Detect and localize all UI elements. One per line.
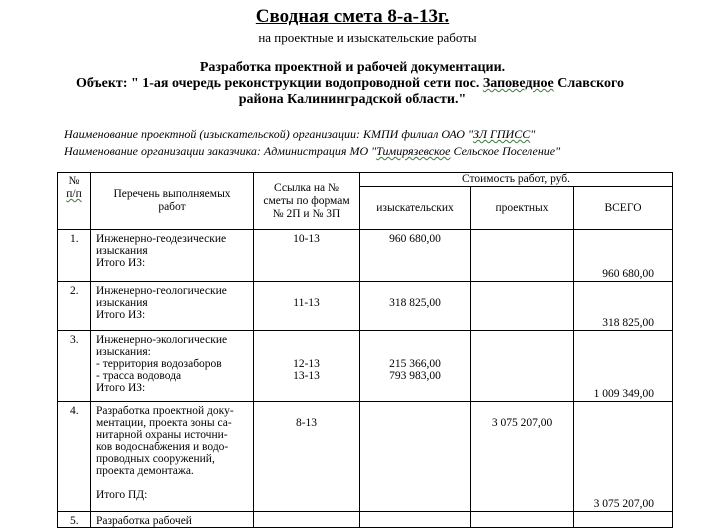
row-work-name-line: Итого ПД: [96,489,148,501]
estimate-table [57,172,673,528]
desc-line-3: района Калининградской области." [238,92,467,107]
customer-org-end: Сельское Поселение" [450,144,561,158]
row-work-name-line: изыскания [96,297,148,309]
row-work-name-line: Разработка рабочей [96,515,192,527]
row-number [58,512,91,528]
table-row [58,282,673,331]
row-work-name-line: Разработка проектной доку- [96,405,234,417]
row-number-line: 3. [70,334,79,346]
row-work-name-line: изыскания: [96,346,151,358]
row-estimate-ref-line [254,334,359,346]
row-work-name [91,512,254,528]
row-work-name-line: проекта демонтажа. [96,465,194,477]
row-work-name [91,282,254,331]
row-estimate-ref-line [254,405,359,417]
row-number-line: 4. [70,405,79,417]
row-number [58,230,91,282]
row-survey-cost [360,282,471,331]
row-estimate-ref-line: 12-13 [293,358,320,370]
row-work-name [91,331,254,402]
row-design-cost [471,512,574,528]
row-survey-cost-line: 960 680,00 [389,233,441,245]
desc-place-name: Заповедное [482,76,554,91]
designer-org-start: Наименование проектной (изыскательской) организации: КМПИ филиал ОАО " [64,127,473,141]
desc-line-2-end: Славского [553,76,625,91]
row-estimate-ref-line: 8-13 [295,417,318,429]
table-row [58,331,673,402]
row-total-cost [574,331,673,402]
row-total-cost-line: 960 680,00 [602,268,654,280]
page-title: Сводная смета 8-а-13г. [255,6,450,27]
row-work-name-line: - трасса водовода [96,370,182,382]
row-work-name-line: Инженерно-экологические [96,334,228,346]
row-estimate-ref [254,512,360,528]
designer-org-abbr: ЗЛ ГПИСС [472,127,531,141]
customer-org [64,144,560,159]
row-survey-cost-line: 793 983,00 [389,370,441,382]
estimate-rows [58,230,673,528]
row-work-name [91,230,254,282]
row-estimate-ref [254,402,360,512]
row-estimate-ref-line: 11-13 [293,297,320,309]
row-estimate-ref-line: 10-13 [293,233,320,245]
row-work-name-line: Инженерно-геологические [96,285,227,297]
row-work-name-line: Итого ИЗ: [96,309,146,321]
row-estimate-ref-line: 13-13 [293,370,320,382]
row-survey-cost [360,402,471,512]
row-estimate-ref [254,331,360,402]
row-total-cost [574,230,673,282]
table-row [58,230,673,282]
designer-org-end: " [530,127,536,141]
header-num [58,173,91,230]
row-work-name-line: изыскания [96,245,148,257]
row-survey-cost-line [360,285,470,297]
row-survey-cost [360,331,471,402]
row-work-name-line: нитарной охраны источни- [96,429,228,441]
row-number-line: 2. [70,285,79,297]
row-design-cost-line [471,405,573,417]
table-row [58,512,673,528]
row-survey-cost-line: 318 825,00 [389,297,441,309]
row-total-cost [574,512,673,528]
row-estimate-ref-line [254,346,359,358]
header-survey: изыскательских [360,187,471,230]
row-design-cost-line: 3 075 207,00 [491,417,553,429]
customer-org-start: Наименование организации заказчика: Администрация МО " [64,144,377,158]
row-estimate-ref [254,230,360,282]
row-work-name [91,402,254,512]
header-num-pp: п/п [66,188,82,200]
page-subtitle: на проектные и изыскательские работы [258,30,477,45]
row-work-name-line: ков водоснабжения и водо- [96,441,229,453]
header-estimate-ref: Ссылка на № сметы по формам № 2П и № 3П [254,173,360,230]
row-survey-cost-line: 215 366,00 [389,358,441,370]
header-work-list: Перечень выполняемых работ [91,173,254,230]
row-work-name-line [96,477,253,489]
row-work-name-line: Итого ИЗ: [96,257,146,269]
row-design-cost [471,331,574,402]
row-number [58,282,91,331]
row-estimate-ref [254,282,360,331]
project-description [0,60,705,108]
row-number [58,331,91,402]
row-estimate-ref-line [254,285,359,297]
desc-line-1: Разработка проектной и рабочей документации. [199,60,506,75]
row-survey-cost-line [360,346,470,358]
customer-org-name: Тимирязевское [376,144,451,158]
header-cost: Стоимость работ, руб. [360,173,673,187]
header-num-sign: № [68,175,80,187]
row-design-cost [471,230,574,282]
desc-line-2 [0,76,705,92]
row-survey-cost [360,230,471,282]
desc-line-2-start: Объект: " 1-ая очередь реконструкции водопроводной сети пос. [75,76,483,91]
row-work-name-line: Итого ИЗ: [96,382,146,394]
row-work-name-line: Инженерно-геодезические [96,233,227,245]
row-work-name-line: - территория водозаборов [96,358,222,370]
row-work-name-line: проводных сооружений, [96,453,215,465]
row-work-name-line: ментации, проекта зоны са- [96,417,232,429]
row-design-cost [471,282,574,331]
row-total-cost [574,282,673,331]
row-survey-cost-line [360,334,470,346]
row-total-cost-line: 3 075 207,00 [593,498,654,510]
row-number-line: 1. [70,233,79,245]
header-design: проектных [471,187,574,230]
designer-org [64,127,535,142]
row-total-cost-line: 1 009 349,00 [593,388,654,400]
row-total-cost [574,402,673,512]
row-number [58,402,91,512]
header-total: ВСЕГО [574,187,673,230]
row-design-cost [471,402,574,512]
row-total-cost-line: 318 825,00 [602,317,654,329]
table-row [58,402,673,512]
row-number-line: 5. [70,515,79,527]
row-survey-cost [360,512,471,528]
